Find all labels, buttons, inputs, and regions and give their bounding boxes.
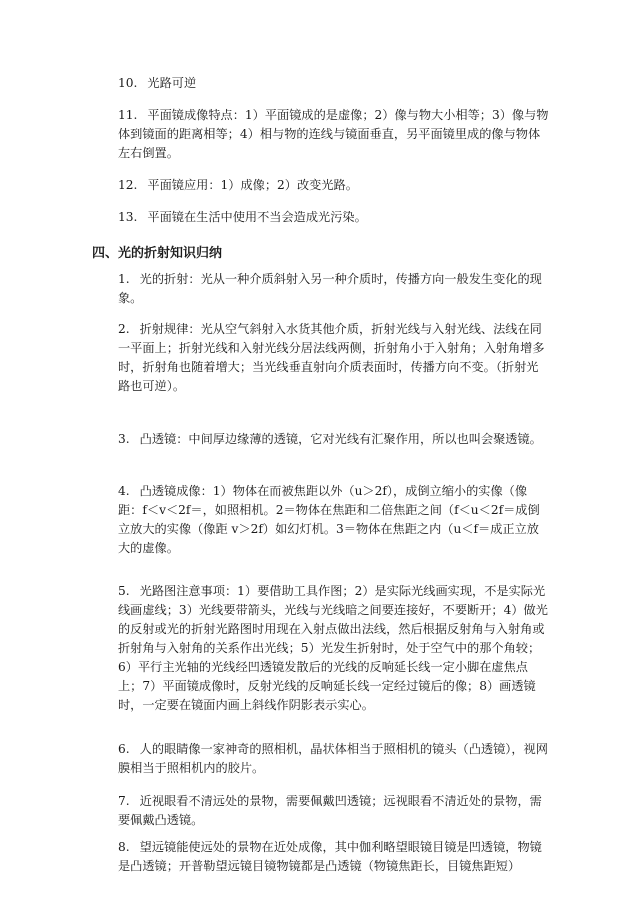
list-item-top-2 [118, 176, 550, 195]
item-number: 4. [118, 484, 130, 498]
list-item-1 [118, 320, 550, 396]
list-item-4 [118, 582, 550, 715]
item-number: 13. [118, 210, 138, 224]
list-item-top-0 [118, 74, 550, 93]
item-number: 1. [118, 272, 130, 286]
list-item-5 [118, 740, 550, 778]
list-item-6 [118, 792, 550, 830]
list-item-2 [118, 430, 550, 449]
list-item-0 [118, 270, 550, 308]
list-item-top-1 [118, 106, 550, 163]
item-text: 折射规律：光从空气斜射入水货其他介质，折射光线与入射光线、法线在同一平面上；折射光线和入射光线分居法线两侧，折射角小于入射角；入射角增多时，折射角也随着增大；当光线垂直射向介质表面时，传播方向不变。（折射光路也可逆）。 [118, 322, 545, 393]
item-number: 3. [118, 432, 130, 446]
item-number: 5. [118, 584, 130, 598]
item-text: 望远镜能使远处的景物在近处成像，其中伽利略望眼镜目镜是凹透镜，物镜是凸透镜；开普勒望远镜目镜物镜都是凸透镜（物镜焦距长，目镜焦距短） [118, 840, 542, 873]
item-number: 12. [118, 178, 138, 192]
list-item-top-3 [118, 208, 550, 227]
item-text: 平面镜成像特点：1）平面镜成的是虚像；2）像与物大小相等；3）像与物体到镜面的距离相等；4）相与物的连线与镜面垂直，另平面镜里成的像与物体左右倒置。 [118, 108, 549, 160]
item-number: 6. [118, 742, 130, 756]
list-item-7 [118, 838, 550, 876]
item-text: 光的折射：光从一种介质斜射入另一种介质时，传播方向一般发生变化的现象。 [118, 272, 542, 305]
item-text: 光路可逆 [147, 76, 197, 90]
item-text: 凸透镜：中间厚边缘薄的透镜，它对光线有汇聚作用，所以也叫会聚透镜。 [139, 432, 542, 446]
item-number: 2. [118, 322, 130, 336]
list-item-3 [118, 482, 550, 558]
item-text: 凸透镜成像：1）物体在而被焦距以外（u＞2f），成倒立缩小的实像（像距：f＜v＜2f＝，如照相机。2＝物体在焦距和二倍焦距之间（f＜u＜2f＝成倒立放大的实像（像距 v＞2f）如幻灯机。3＝物体在焦距之内（u＜f＝成正立放大的虚像。 [118, 484, 540, 555]
section-heading: 四、光的折射知识归纳 [92, 246, 223, 261]
item-number: 11. [118, 108, 138, 122]
item-number: 10. [118, 76, 138, 90]
item-number: 7. [118, 794, 130, 808]
item-text: 平面镜应用：1）成像；2）改变光路。 [147, 178, 358, 192]
item-text: 近视眼看不清远处的景物，需要佩戴凹透镜；远视眼看不清近处的景物，需要佩戴凸透镜。 [118, 794, 542, 827]
item-text: 平面镜在生活中使用不当会造成光污染。 [147, 210, 367, 224]
item-text: 人的眼睛像一家神奇的照相机，晶状体相当于照相机的镜头（凸透镜），视网膜相当于照相机内的胶片。 [118, 742, 548, 775]
item-number: 8. [118, 840, 130, 854]
item-text: 光路图注意事项：1）要借助工具作图；2）是实际光线画实现，不是实际光线画虚线；3）光线要带箭头，光线与光线暗之间要连接好，不要断开；4）做光的反射或光的折射光路图时用现在入射点做出法线，然后根据反射角与入射角或折射角与入射角的关系作出光线；5）光发生折射时，处于空气中的那个角较；6）平行主光轴的光线经凹透镜发散后的光线的反响延长线一定小脚在虚焦点上；7）平面镜成像时，反射光线的反响延长线一定经过镜后的像；8）画透镜时，一定要在镜面内画上斜线作阴影表示实心。 [118, 584, 548, 712]
